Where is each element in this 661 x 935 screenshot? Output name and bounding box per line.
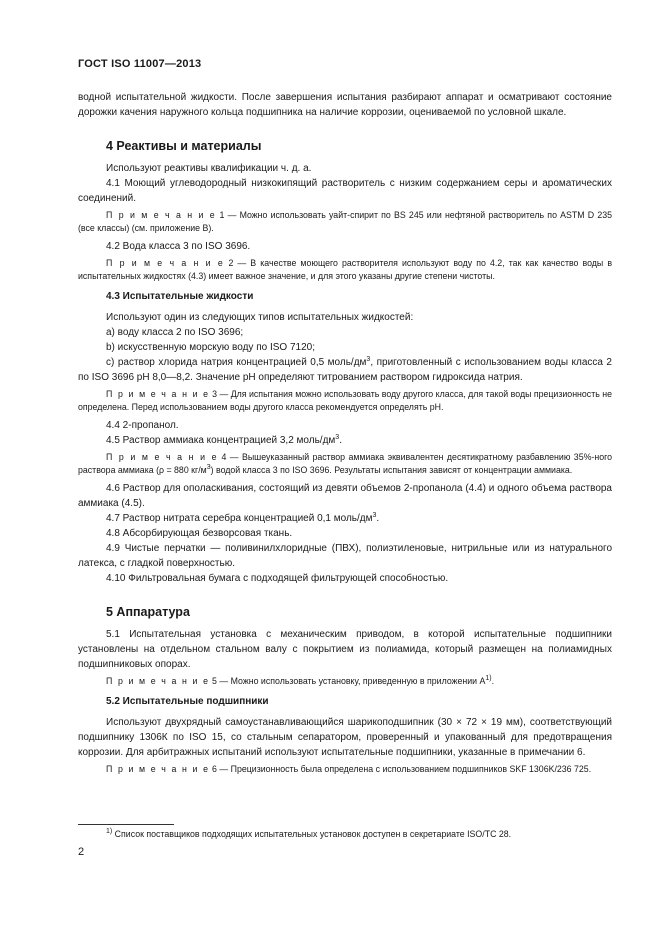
list-item-b: b) искусственную морскую воду по ISO 7120;: [106, 342, 315, 353]
note-text: 4 — Вышеуказанный раствор аммиака эквивалентен десятикратному разбавлению 35%-ного раствора аммиака (ρ = 880 кг/м: [78, 452, 613, 475]
note-4: [78, 451, 612, 477]
note-text: ) водой класса 3 по ISO 3696. Результаты испытания зависят от концентрации аммиака.: [210, 465, 573, 475]
note-label: П р и м е ч а н и е: [106, 452, 219, 462]
note-text: 5 — Можно использовать установку, приведенную в приложении А: [209, 676, 486, 686]
standard-header: ГОСТ ISO 11007—2013: [78, 58, 202, 70]
text: 4.5 Раствор аммиака концентрацией 3,2 моль/дм: [106, 435, 336, 446]
superscript: 3: [366, 356, 371, 363]
note-label: П р и м е ч а н и е: [106, 676, 210, 686]
section-5-heading: 5 Аппаратура: [106, 605, 190, 619]
clause-4-2: 4.2 Вода класса 3 по ISO 3696.: [106, 241, 251, 252]
footnote-ref: 1): [485, 675, 492, 682]
superscript: 3: [206, 464, 211, 471]
clause-4-9: 4.9 Чистые перчатки — поливинилхлоридные (ПВХ), полиэтиленовые, нитрильные или из натурального латекса, с гладкой поверхностью.: [78, 543, 612, 569]
superscript: 3: [335, 434, 340, 441]
clause-5-1: 5.1 Испытательная установка с механическим приводом, в которой испытательные подшипники установлены на отдельном стальном валу с покрытием из полиамида, который размещен на полиамидных подшипниковых опорах.: [78, 629, 612, 670]
paragraph: Используют один из следующих типов испытательных жидкостей:: [106, 312, 414, 323]
clause-5-2-heading: 5.2 Испытательные подшипники: [106, 696, 269, 707]
section-4-heading: 4 Реактивы и материалы: [106, 139, 262, 153]
intro-paragraph: водной испытательной жидкости. После завершения испытания разбирают аппарат и осматривают состояние дорожки качения наружного кольца подшипника на наличие коррозии, оцениваемой по условной шкале.: [78, 92, 612, 118]
note-text: 3 — Для испытания можно использовать воду другого класса, для такой воды прецизионность не определена. Перед использованием воды другого класса рекомендуется определять рН.: [78, 389, 613, 412]
text: , приготовленный с использованием воды класса 2 по ISO 3696 рН 8,0—8,2. Значение рН определяют титрованием раствором гидроксида натрия.: [78, 357, 612, 383]
clause-4-5: [78, 433, 612, 448]
note-text: 1 — Можно использовать уайт-спирит по BS 245 или нефтяной растворитель по ASTM D 235 (все классы) (см. приложение В).: [78, 210, 612, 233]
note-5: [78, 675, 612, 688]
footnote: [78, 828, 612, 840]
clause-4-4: 4.4 2-пропанол.: [106, 420, 179, 431]
list-item-a: а) воду класса 2 по ISO 3696;: [106, 327, 244, 338]
footnote-divider: [78, 824, 174, 825]
clause-4-1: 4.1 Моющий углеводородный низкокипящий растворитель с низким содержанием серы и ароматических соединений.: [78, 178, 612, 204]
note-label: П р и м е ч а н и е: [106, 258, 225, 268]
page-number: 2: [78, 846, 85, 858]
paragraph: Используют реактивы квалификации ч. д. а.: [106, 163, 312, 174]
footnote-text: Список поставщиков подходящих испытательных установок доступен в секретариате ISO/TC 28.: [112, 829, 512, 839]
clause-4-3-heading: 4.3 Испытательные жидкости: [106, 291, 254, 302]
clause-4-6: 4.6 Раствор для ополаскивания, состоящий из девяти объемов 2-пропанола (4.4) и одного объема раствора аммиака (4.5).: [78, 483, 612, 509]
list-item-c: [78, 355, 612, 385]
text: .: [376, 513, 380, 524]
text: .: [339, 435, 342, 446]
note-label: П р и м е ч а н и е: [106, 210, 217, 220]
superscript: 3: [372, 512, 377, 519]
note-2: [78, 257, 612, 283]
clause-4-10: 4.10 Фильтровальная бумага с подходящей фильтрующей способностью.: [106, 573, 449, 584]
note-1: [78, 209, 612, 235]
text: 4.7 Раствор нитрата серебра концентрацией 0,1 моль/дм: [106, 513, 373, 524]
note-label: П р и м е ч а н и е: [106, 764, 210, 774]
note-text: .: [491, 676, 495, 686]
note-label: П р и м е ч а н и е: [106, 389, 210, 399]
note-text: 6 — Прецизионность была определена с использованием подшипников SKF 1306K/236 725.: [209, 764, 592, 774]
clause-4-7: [78, 511, 612, 526]
note-3: [78, 388, 612, 414]
clause-4-8: 4.8 Абсорбирующая безворсовая ткань.: [106, 528, 293, 539]
footnote-mark: 1): [106, 828, 113, 835]
body-text: [78, 90, 612, 780]
note-6: [78, 763, 612, 776]
note-text: 2 — В качестве моющего растворителя используют воду по 4.2, так как качество воды в испытательных жидкостях (4.3) имеет важное значение, и для этого указаны другие степени чистоты.: [78, 258, 613, 281]
text: с) раствор хлорида натрия концентрацией 0,5 моль/дм: [106, 357, 367, 368]
paragraph: Используют двухрядный самоустанавливающийся шарикоподшипник (30 × 72 × 19 мм), соответствующий подшипнику 1306К по ISO 15, со стальным сепаратором, проверенный и упакованный для предотвращения коррозии. Для арбитражных испытаний используют испытательные подшипники, указанные в примечании 6.: [78, 717, 612, 758]
